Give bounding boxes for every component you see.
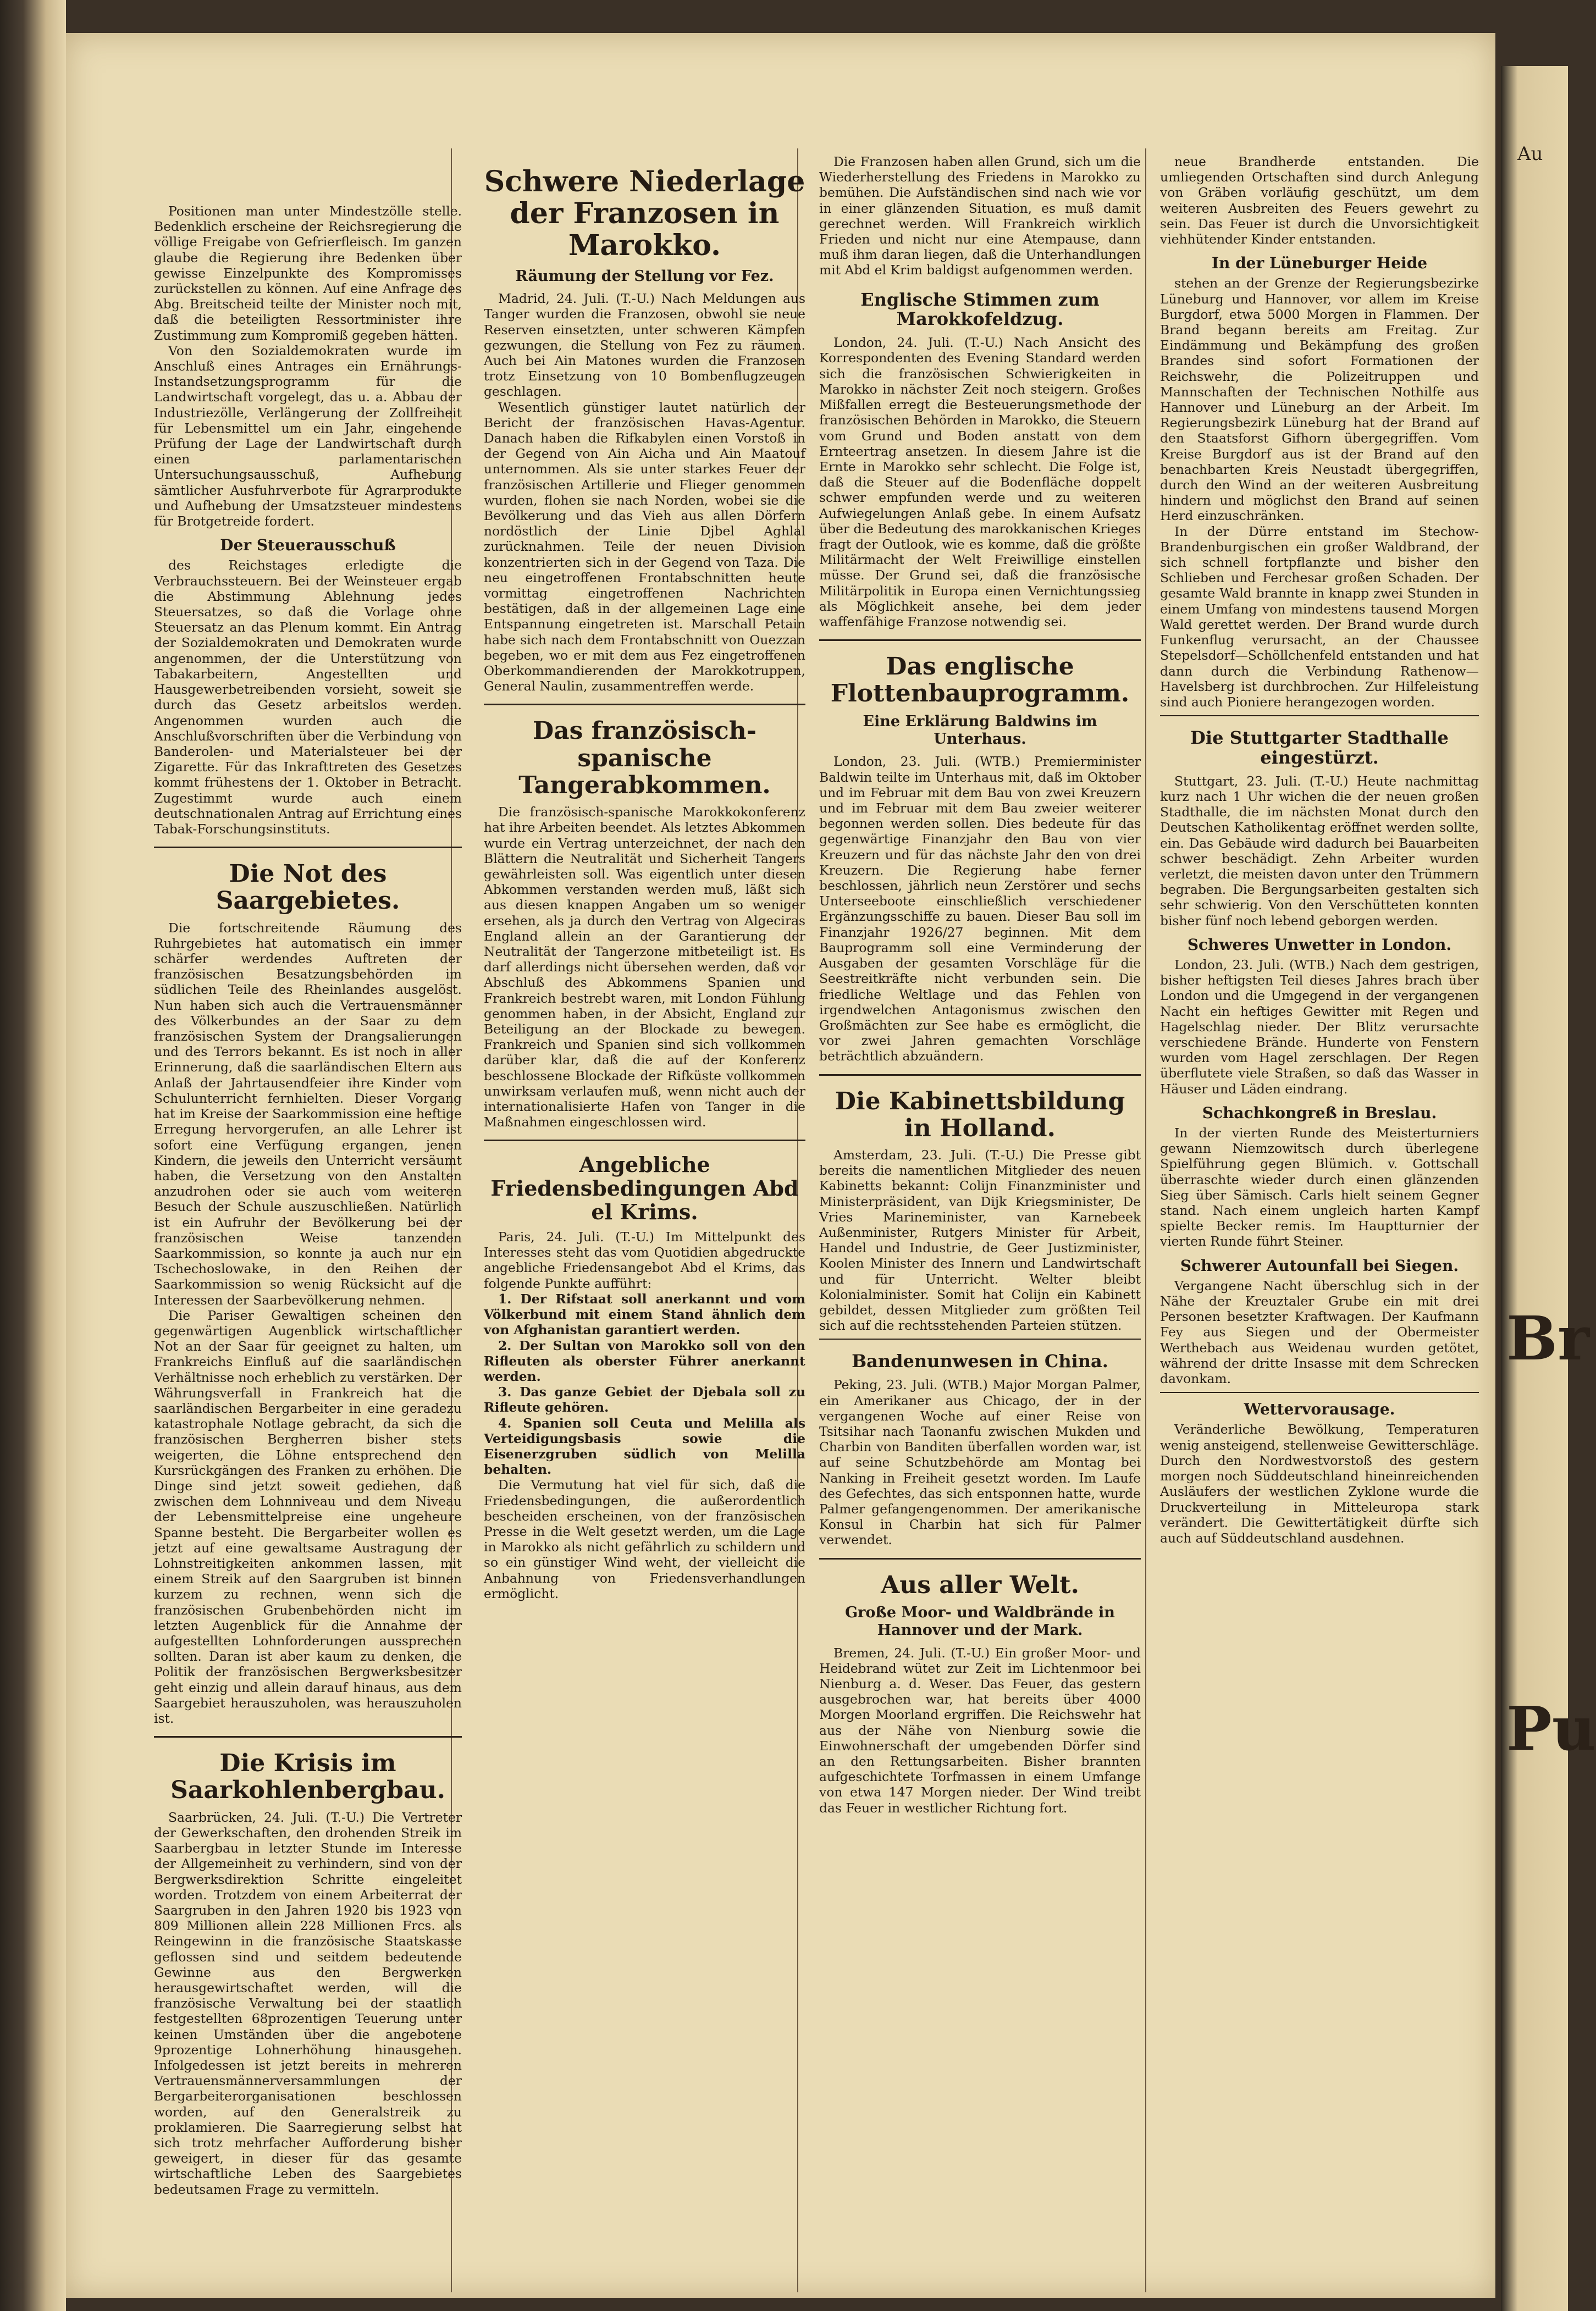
divider — [819, 639, 1141, 641]
article-text: Stuttgart, 23. Juli. (T.-U.) Heute nachmittag kurz nach 1 Uhr wichen die der neuen großen Stadthalle, die im nächsten Monat durch den Deutschen Katholikentag eröffnet werden sollte, ein. Das Gebäude wird dadurch bei Bauarbeiten schwer beschädigt. Zehn Arbeiter wurden verletzt, die meisten davon unter den Trümmern begraben. Die Bergungsarbeiten gestalten sich sehr schwierig. Von den Verschütteten konnten bisher fünf noch lebend geborgen werden. — [1160, 773, 1479, 928]
article-text: Amsterdam, 23. Juli. (T.-U.) Die Presse gibt bereits die namentlichen Mitglieder des neuen Kabinetts bekannt: Colijn Finanzminister und Ministerpräsident, van Dijk Kriegsminister, De Vries Marineminister, van Karnebeek Außenminister, Rutgers Minister für Arbeit, Handel und Industrie, de Geer Justizminister, Koolen Minister des Innern und Landwirtschaft und für Unterricht. Welter bleibt Kolonialminister. Somit hat Colijn ein Kabinett gebildet, dessen Mitglieder zum größten Teil sich auf die rechtsstehenden Parteien stützen. — [819, 1147, 1141, 1334]
column-divider — [1145, 148, 1146, 2292]
subheadline: Eine Erklärung Baldwins im Unterhaus. — [863, 712, 1097, 748]
article-text: London, 23. Juli. (WTB.) Nach dem gestrigen, bisher heftigsten Teil dieses Jahres brach über London und die Umgegend in der vergangenen Nacht ein heftiges Gewitter mit Regen und Hagelschlag nieder. Der Blitz verursachte verschiedene Brände. Hunderte von Fenstern wurden vom Hagel zerschlagen. Der Regen überflutete viele Straßen, so daß das Wasser in Häuser und Läden eindrang. — [1160, 957, 1479, 1097]
section-heading: Wettervorausage. — [1244, 1400, 1395, 1419]
headline: Die Not des Saargebietes. — [216, 860, 400, 915]
article-text: Saarbrücken, 24. Juli. (T.-U.) Die Vertreter der Gewerkschaften, den drohenden Streik im Saarbergbau in letzter Stunde im Interesse der Allgemeinheit zu verhindern, sind von der Bergwerksdirektion Schritte eingeleitet worden. Trotzdem von einem Arbeiterrat der Saargruben in den Jahren 1920 bis 1923 von 809 Millionen allein 228 Millionen Frcs. als Reingewinn in die französische Staatskasse geflossen sind und seitdem bedeutende Gewinne aus den Bergwerken herausgewirtschaftet werden, will die französische Verwaltung bei der staatlich festgestellten 68prozentigen Teuerung unter keinen Umständen über die angebotene 9prozentige Lohnerhöhung hinausgehen. Infolgedessen ist jetzt bereits in mehreren Vertrauensmännerversammlungen der Bergarbeiterorganisationen beschlossen worden, auf den Generalstreik zu proklamieren. Die Saarregierung selbst hat sich trotz mehrfacher Aufforderung bisher geweigert, in dieser für das gesamte wirtschaftliche Leben des Saargebietes bedeutsamen Frage zu vermitteln. — [154, 1809, 462, 2197]
divider — [484, 1140, 805, 1141]
divider — [819, 1558, 1141, 1560]
article-text: 1. Der Rifstaat soll anerkannt und vom Völkerbund mit einem Stand ähnlich dem von Afghanistan garantiert werden. — [484, 1291, 805, 1338]
headline: Die Stuttgarter Stadthalle eingestürzt. — [1190, 727, 1449, 768]
divider — [154, 1736, 462, 1738]
section-heading: In der Lüneburger Heide — [1211, 254, 1428, 273]
column-3 — [819, 154, 1141, 1816]
fragment-text: Au — [1517, 143, 1543, 165]
divider — [1160, 1392, 1479, 1393]
fragment-text: Pu — [1506, 1693, 1596, 1764]
column-1 — [154, 203, 462, 2197]
headline: Angebliche Friedensbedingungen Abd el Krims. — [490, 1152, 799, 1224]
article-text: des Reichstages erledigte die Verbrauchssteuern. Bei der Weinsteuer ergab die Abstimmung Ablehnung jedes Steuersatzes, so daß die Vorlage ohne Steuersatz an das Plenum kommt. Ein Antrag der Sozialdemokraten und Demokraten wurde angenommen, der die Unterstützung von Tabakarbeitern, Angestellten und Hausgewerbetreibenden vorsieht, soweit sie durch das Gesetz arbeitslos werden. Angenommen wurden auch die Anschlußvorschriften über die Verbindung von Banderolen- und Materialsteuer bei der Zigarette. Für das Inkrafttreten des Gesetzes kommt frühestens der 1. Oktober in Betracht. Zugestimmt wurde auch einem deutschnationalen Antrag auf Errichtung eines Tabak-Forschungsinstituts. — [154, 557, 462, 837]
article-text: Madrid, 24. Juli. (T.-U.) Nach Meldungen aus Tanger wurden die Franzosen, obwohl sie neue Reserven einsetzten, unter schweren Kämpfen gezwungen, die Stellung von Fez zu räumen. Auch bei Ain Matones wurden die Franzosen trotz Einsetzung von 10 Bombenflugzeugen geschlagen. — [484, 291, 805, 400]
article-text: Die französisch-spanische Marokkokonferenz hat ihre Arbeiten beendet. Als letztes Abkommen wurde ein Vertrag unterzeichnet, der nach den Blättern die Neutralität und Sicherheit Tangers gewährleisten soll. Was eigentlich unter diesen Abkommen verstanden werden muß, läßt sich aus diesen knappen Angaben um so weniger ersehen, als ja durch den Vertrag von Algeciras England allein an der Garantierung der Neutralität der Tangerzone mitbeteiligt ist. Es darf allerdings nicht übersehen werden, daß vor Abschluß des Abkommens Spanien und Frankreich bestrebt waren, mit London Fühlung genommen haben, in der Absicht, England zur Beteiligung an der Blockade zu bewegen. Frankreich und Spanien sind sich vollkommen darüber klar, daß die auf der Konferenz beschlossene Blockade der Rifküste vollkommen unwirksam verlaufen muß, wenn nicht auch der internationalisierte Hafen von Tanger in die Maßnahmen eingeschlossen wird. — [484, 804, 805, 1130]
headline: Schwere Niederlage der Franzosen in Marokko. — [484, 165, 805, 263]
subheadline: Große Moor- und Waldbrände in Hannover und der Mark. — [845, 1604, 1115, 1639]
divider — [484, 704, 805, 705]
article-text: Veränderliche Bewölkung, Temperaturen wenig ansteigend, stellenweise Gewitterschläge. Durch den Nordwestvorstoß des gestern morgen noch Süddeutschland hineinreichenden Ausläufers der westlichen Zyklone wurde die Druckverteilung in Mitteleuropa stark verändert. Die Gewittertätigkeit dürfte sich auch auf Süddeutschland ausdehnen. — [1160, 1422, 1479, 1546]
divider — [1160, 715, 1479, 716]
divider — [154, 847, 462, 848]
article-text: Wesentlich günstiger lautet natürlich der Bericht der französischen Havas-Agentur. Danach haben die Rifkabylen einen Vorstoß in der Gegend von Ain Aicha und Ain Maatouf unternommen. Als sie unter starkes Feuer der französischen Artillerie und Flieger genommen wurden, flohen sie nach Norden, wobei sie die Bevölkerung und das Vieh aus allen Dörfern nordöstlich der Linie Djbel Aghlal zurücknahmen. Teile der neuen Division konzentrierten sich in der Gegend von Taza. Die neu eingetroffenen Frontabschnitten heute vormittag eingetroffenen Nachrichten bestätigen, daß in der allgemeinen Lage eine Entspannung eingetreten ist. Marschall Petain habe sich nach dem Frontabschnitt von Ouezzan begeben, wo er mit dem aus Fez eingetroffenen Oberkommandierenden der Marokkotruppen, General Naulin, zusammentreffen werde. — [484, 399, 805, 694]
column-2 — [484, 154, 805, 1601]
article-text: 4. Spanien soll Ceuta und Melilla als Verteidigungsbasis sowie die Eisenerzgruben südlich von Melilla behalten. — [484, 1415, 805, 1478]
article-text: Paris, 24. Juli. (T.-U.) Im Mittelpunkt des Interesses steht das vom Quotidien abgedruckte angebliche Friedensangebot Abd el Krims, das folgende Punkte aufführt: — [484, 1229, 805, 1291]
adjacent-page-edge — [1501, 66, 1596, 2311]
fragment-text: Br — [1506, 1303, 1589, 1374]
section-heading: Der Steuerausschuß — [220, 536, 396, 555]
article-text: Von den Sozialdemokraten wurde im Anschluß eines Antrages ein Ernährungs-Instandsetzungsprogramm für die Landwirtschaft vorgelegt, das u. a. Abbau der Industriezölle, Verlängerung der Zollfreiheit für Lebensmittel um ein Jahr, eingehende Prüfung der Lage der Landwirtschaft durch einen parlamentarischen Untersuchungsausschuß, Aufhebung sämtlicher Ausfuhrverbote für Agrarprodukte und Aufhebung der Umsatzsteuer mindestens für Brotgetreide fordert. — [154, 342, 462, 529]
article-text: neue Brandherde entstanden. Die umliegenden Ortschaften sind durch Anlegung von Gräben vorläufig geschützt, um dem weiteren Ausbreiten des Feuers gewehrt zu sein. Das Feuer ist durch die Unvorsichtigkeit viehhütender Kinder entstanden. — [1160, 154, 1479, 247]
headline: Die Kabinettsbildung in Holland. — [835, 1087, 1125, 1142]
article-text: Bremen, 24. Juli. (T.-U.) Ein großer Moor- und Heidebrand wütet zur Zeit im Lichtenmoor bei Nienburg a. d. Weser. Das Feuer, das gestern ausgebrochen war, hat bereits über 4000 Morgen Moorland ergriffen. Die Reichswehr hat aus der Nähe von Nienburg sowie die Einwohnerschaft der umgebenden Dörfer sind an den Rettungsarbeiten. Bisher brannten aufgeschichtete Torfmassen in einem Umfange von etwa 147 Morgen nieder. Der Wind treibt das Feuer in westlicher Richtung fort. — [819, 1645, 1141, 1816]
column-4 — [1160, 154, 1479, 1546]
article-text: In der Dürre entstand im Stechow-Brandenburgischen ein großer Waldbrand, der sich schnell fortpflanzte und bisher den Schlieben und Ferchesar großen Schaden. Der gesamte Wald brannte in knapp zwei Stunden in einem Umfang von mindestens tausend Morgen Wald gerettet werden. Der Brand wurde durch Funkenflug verursacht, an der Chaussee Stepelsdorf—Schöllchenfeld entstanden und hat dann durch die Verbindung Rathenow—Havelsberg ist durchbrochen. Zur Hilfeleistung sind auch Pioniere herangezogen worden. — [1160, 523, 1479, 710]
headline: Das englische Flottenbauprogramm. — [830, 653, 1130, 708]
article-text: Die Franzosen haben allen Grund, sich um die Wiederherstellung des Friedens in Marokko zu bemühen. Die Aufständischen sind nach wie vor in einer glänzenden Situation, es muß damit gerechnet werden. Will Frankreich wirklich Frieden und nicht nur eine Atempause, dann muß ihm daran liegen, daß die Unterhandlungen mit Abd el Krim baldigst aufgenommen werden. — [819, 154, 1141, 278]
article-text: London, 24. Juli. (T.-U.) Nach Ansicht des Korrespondenten des Evening Standard werden sich die französischen Schwierigkeiten in Marokko in nächster Zeit noch steigern. Großes Mißfallen erregt die Besteuerungsmethode der französischen Behörden in Marokko, die Steuern vom Grund und Boden anstatt von dem Ernteertrag ansetzen. In diesem Jahre ist die Ernte in Marokko sehr schlecht. Die Folge ist, daß die Steuer auf die Bodenfläche doppelt schwer empfunden werde und zu weiteren Aufwiegelungen Anlaß gebe. In einem Aufsatz über die Bedeutung des marokkanischen Krieges fragt der Outlook, wie es komme, daß die größte Militärmacht der Welt Freiwillige einstellen müsse. Der Grund sei, daß die französische Militärpolitik in Europa einen Vernichtungssieg als Möglichkeit ansehe, bei dem jeder waffenfähige Franzose notwendig sei. — [819, 335, 1141, 629]
section-heading: Schweres Unwetter in London. — [1187, 935, 1452, 954]
headline: Die Krisis im Saarkohlenbergbau. — [170, 1749, 445, 1805]
article-text: Die Vermutung hat viel für sich, daß die Friedensbedingungen, die außerordentlich bescheiden erscheinen, von der französischen Presse in die Welt gesetzt werden, um die Lage in Marokko als nicht gefährlich zu schildern und so ein günstiger Wind weht, der vielleicht die Anbahnung von Friedensverhandlungen ermöglicht. — [484, 1477, 805, 1601]
article-text: Peking, 23. Juli. (WTB.) Major Morgan Palmer, ein Amerikaner aus Chicago, der in der vergangenen Woche auf einer Reise von Tsitsihar nach Taonanfu zwischen Mukden und Charbin von Banditen überfallen worden war, ist auf seine Schutzbehörde am Montag bei Nanking in Freiheit gesetzt worden. Im Laufe des Gefechtes, das sich entsponnen hatte, wurde Palmer gefangengenommen. Der amerikanische Konsul in Charbin hat sich für Palmer verwendet. — [819, 1377, 1141, 1548]
article-text: Die Pariser Gewaltigen scheinen den gegenwärtigen Augenblick wirtschaftlicher Not an der Saar für geeignet zu halten, um Frankreichs Einfluß auf die saarländischen Verhältnisse noch erheblich zu verstärken. Der Währungsverfall in Frankreich hat die saarländischen Bergarbeiter in eine geradezu katastrophale Notlage gebracht, da sich die französischen Bergherren bisher stets weigerten, die Löhne entsprechend den Kursrückgängen des Franken zu erhöhen. Die Dinge sind jetzt soweit gediehen, daß zwischen dem Lohnniveau und dem Niveau der Lebensmittelpreise eine ungeheure Spanne besteht. Die Bergarbeiter wollen es jetzt auf eine gewaltsame Austragung der Lohnstreitigkeiten ankommen lassen, mit einem Streik auf den Saargruben ist binnen kurzem zu rechnen, wenn sich die französischen Grubenbehörden nicht im letzten Augenblick für die Annahme der aufgestellten Lohnforderungen aussprechen sollten. Daran ist aber kaum zu denken, die Politik der französischen Bergwerksbesitzer geht einzig und allein darauf hinaus, aus dem Saargebiet herauszuholen, was herauszuholen ist. — [154, 1307, 462, 1727]
article-text: 2. Der Sultan von Marokko soll von den Rifleuten als oberster Führer anerkannt werden. — [484, 1337, 805, 1384]
section-heading: Schwerer Autounfall bei Siegen. — [1180, 1256, 1459, 1275]
headline: Bandenunwesen in China. — [852, 1351, 1108, 1372]
article-text: London, 23. Juli. (WTB.) Premierminister Baldwin teilte im Unterhaus mit, daß im Oktober und im Februar mit dem Bau von zwei Kreuzern und im Februar mit dem Bau zweier weiterer begonnen werden sollen. Dies bedeute für das gegenwärtige Finanzjahr den Bau von vier Kreuzern und für das nächste Jahr den von drei Kreuzern. Die Regierung habe ferner beschlossen, jährlich neun Zerstörer und sechs Unterseeboote einschließlich verschiedener Ergänzungsschiffe zu bauen. Dieser Bau soll im Finanzjahr 1926/27 beginnen. Mit dem Bauprogramm soll eine Verminderung der Ausgaben der gesamten Vorschläge für die Seestreitkräfte nicht verbunden sein. Die friedliche Weltlage und das Fehlen von irgendwelchen Antagonismus zwischen den Großmächten zur See habe es ermöglicht, die vor zwei Jahren gemachten Vorschläge beträchtlich abzuändern. — [819, 754, 1141, 1064]
subheadline: Räumung der Stellung vor Fez. — [515, 267, 774, 285]
book-binding — [0, 0, 66, 2311]
headline: Aus aller Welt. — [881, 1571, 1079, 1599]
article-text: 3. Das ganze Gebiet der Djebala soll zu Rifleute gehören. — [484, 1384, 805, 1416]
headline: Das französisch-spanische Tangerabkommen. — [518, 717, 771, 799]
section-heading: Schachkongreß in Breslau. — [1202, 1103, 1437, 1122]
divider — [819, 1074, 1141, 1076]
headline: Englische Stimmen zum Marokkofeldzug. — [860, 289, 1100, 330]
divider — [819, 1339, 1141, 1340]
article-text: Die fortschreitende Räumung des Ruhrgebietes hat automatisch ein immer schärfer werdendes Auftreten der französischen Besatzungsbehörden im südlichen Teile des Rheinlandes ausgelöst. Nun haben sich auch die Vertrauensmänner des Völkerbundes an der Saar zu dem französischen System der Drangsalierungen und des Terrors bekannt. Es ist noch in aller Erinnerung, daß die saarländischen Eltern aus Anlaß der Jahrtausendfeier ihre Kinder vom Schulunterricht fernhielten. Dieser Vorgang hat im Kreise der Saarkommission eine heftige Erregung hervorgerufen, an alle Lehrer ist sofort eine Verfügung ergangen, jenen Kindern, die jeweils den Unterricht versäumt haben, die Versetzung von den Anstalten anzudrohen oder sie auch vom weiteren Besuch der Schule auszuschließen. Natürlich ist ein Aufruhr der Bevölkerung bei der französischen Weise tanzenden Saarkommission, so konnte ja auch nur ein Tschechoslowake, in den Reihen der Saarkommission so wenig Rücksicht auf die Interessen der Saarbevölkerung nehmen. — [154, 920, 462, 1308]
article-text: Vergangene Nacht überschlug sich in der Nähe der Kreuztaler Grube ein mit drei Personen besetzter Kraftwagen. Der Kaufmann Fey aus Siegen und der Obermeister Werthebach aus Weidenau wurden getötet, während der dritte Insasse mit dem Schrecken davonkam. — [1160, 1278, 1479, 1387]
article-text: Positionen man unter Mindestzölle stelle. Bedenklich erscheine der Reichsregierung die völlige Freigabe von Gefrierfleisch. Im ganzen glaube die Regierung ihre Bedenken über gewisse Einzelpunkte des Kompromisses zurückstellen zu können. Auf eine Anfrage des Abg. Breitscheid teilte der Minister noch mit, daß die beteiligten Ressortminister ihre Zustimmung zum Kompromiß gegeben hätten. — [154, 203, 462, 343]
article-text: In der vierten Runde des Meisterturniers gewann Niemzowitsch durch überlegene Spielführung gegen Blümich. v. Gottschall überraschte wieder durch einen glänzenden Sieg über Sämisch. Carls hielt seinem Gegner stand. Nach einem ungleich harten Kampf spielte Becker remis. Im Hauptturnier der vierten Runde führt Steiner. — [1160, 1125, 1479, 1250]
article-text: stehen an der Grenze der Regierungsbezirke Lüneburg und Hannover, vor allem im Kreise Burgdorf, etwa 5000 Morgen in Flammen. Der Brand begann bereits am Freitag. Zur Eindämmung und Bekämpfung des großen Brandes sind sofort Formationen der Reichswehr, die Polizeitruppen und Mannschaften der Technischen Nothilfe aus Hannover und Lüneburg an der Arbeit. Im Regierungsbezirk Lüneburg hat der Brand auf den Staatsforst Gifhorn übergegriffen. Vom Kreise Burgdorf aus ist der Brand auf den benachbarten Kreis Neustadt übergegriffen, durch den Wind an der weiteren Ausbreitung hindern und möglichst den Brand auf seinen Herd einzuschränken. — [1160, 275, 1479, 524]
